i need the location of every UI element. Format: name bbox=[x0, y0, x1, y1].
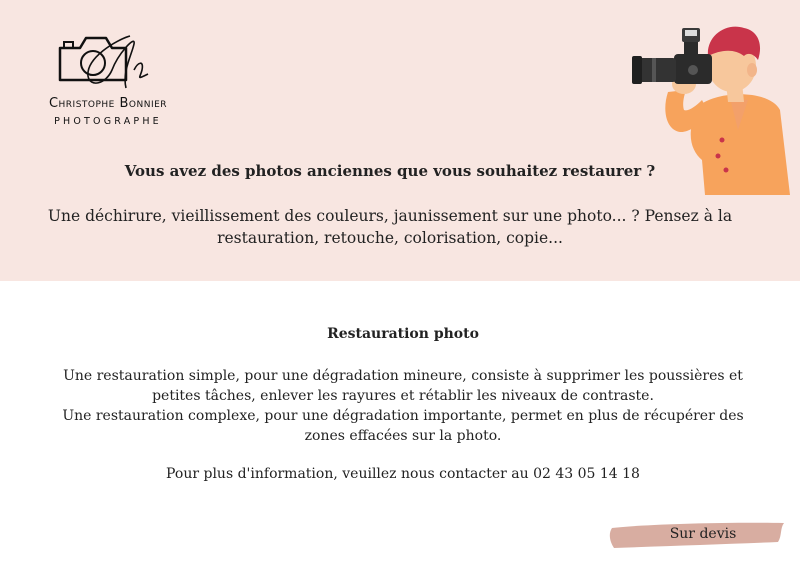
camera-monogram-icon bbox=[56, 30, 156, 92]
paragraph-complex-restoration: Une restauration complexe, pour une dégradation importante, permet en plus de récupérer des zones effacées sur la photo. bbox=[62, 408, 744, 444]
header-question: Vous avez des photos anciennes que vous souhaitez restaurer ? bbox=[124, 162, 656, 180]
brand-subtitle: PHOTOGRAPHE bbox=[54, 116, 162, 127]
brand-logo[interactable] bbox=[28, 30, 188, 130]
section-title: Restauration photo bbox=[327, 326, 479, 342]
contact-text: Pour plus d'information, veuillez nous contacter au 02 43 05 14 18 bbox=[166, 466, 640, 482]
section-body bbox=[40, 366, 766, 446]
header-banner bbox=[0, 0, 800, 281]
quote-button-label: Sur devis bbox=[669, 526, 737, 542]
quote-button[interactable] bbox=[608, 520, 786, 550]
brand-name: Christophe Bonnier bbox=[48, 96, 168, 111]
paragraph-simple-restoration: Une restauration simple, pour une dégradation mineure, consiste à supprimer les poussières et petites tâches, enlever les rayures et rétablir les niveaux de contraste. bbox=[63, 368, 743, 404]
header-intro: Une déchirure, vieillissement des couleurs, jaunissement sur une photo... ? Pensez à la restauration, retouche, colorisation, copie... bbox=[47, 207, 733, 247]
